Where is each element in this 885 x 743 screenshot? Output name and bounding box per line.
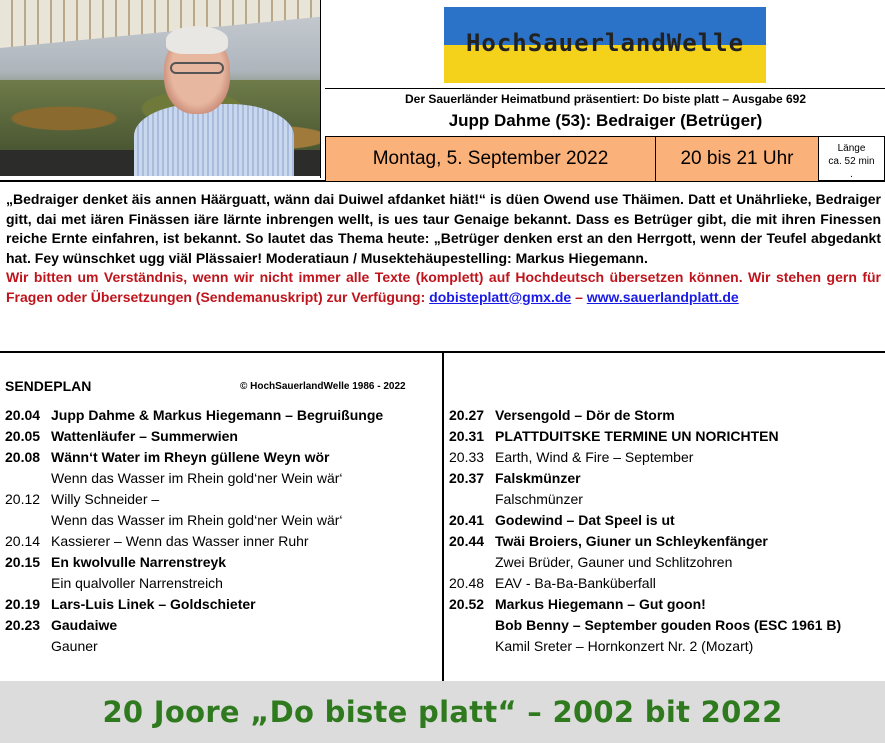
schedule-row <box>449 615 879 636</box>
schedule-row <box>449 426 879 447</box>
schedule-row <box>5 573 435 594</box>
schedule-row <box>5 447 435 468</box>
schedule-title: Bob Benny – September gouden Roos (ESC 1961 B) <box>495 617 842 633</box>
schedule-title: Ein qualvoller Narrenstreich <box>51 575 223 591</box>
schedule-time: 20.52 <box>449 596 485 612</box>
schedule-row <box>5 552 435 573</box>
awning-graphic <box>0 0 320 48</box>
schedule-row <box>5 594 435 615</box>
schedule-title: En kwolvulle Narrenstreyk <box>51 554 227 570</box>
broadcast-time <box>655 136 819 182</box>
schedule-time: 20.08 <box>5 449 41 465</box>
length-box <box>818 136 885 182</box>
schedule-row <box>5 468 435 489</box>
host-photo <box>0 0 320 176</box>
email-link[interactable]: dobisteplatt@gmx.de <box>429 288 572 305</box>
schedule-time: 20.27 <box>449 407 485 423</box>
schedule-row <box>449 510 879 531</box>
schedule-time: 20.33 <box>449 449 485 465</box>
station-logo <box>444 7 766 83</box>
presents-line: Der Sauerländer Heimatbund präsentiert: Do biste platt – Ausgabe 692 <box>405 92 806 106</box>
glasses-graphic <box>170 62 224 74</box>
schedule-title: EAV - Ba-Ba-Banküberfall <box>495 575 656 591</box>
schedule-row <box>449 447 879 468</box>
schedule-row <box>449 405 879 426</box>
length-extra: . <box>850 169 853 180</box>
logo-text: HochSauerlandWelle <box>465 29 745 57</box>
schedule-row <box>5 615 435 636</box>
schedule-row <box>449 489 879 510</box>
date-text: Montag, 5. September 2022 <box>372 148 609 169</box>
schedule-row <box>5 405 435 426</box>
schedule-title: Gaudaiwe <box>51 617 118 633</box>
schedule-title: Jupp Dahme & Markus Hiegemann – Begruißunge <box>51 407 384 423</box>
schedule-title: Wattenläufer – Summerwien <box>51 428 238 444</box>
schedule-row <box>449 468 879 489</box>
schedule-row <box>449 573 879 594</box>
schedule-time: 20.37 <box>449 470 485 486</box>
schedule-row <box>5 510 435 531</box>
schedule-title: Earth, Wind & Fire – September <box>495 449 694 465</box>
schedule-time: 20.05 <box>5 428 41 444</box>
schedule-title: Kamil Sreter – Hornkonzert Nr. 2 (Mozart) <box>495 638 754 654</box>
schedule-row <box>5 489 435 510</box>
hair-graphic <box>166 26 228 54</box>
episode-title: Jupp Dahme (53): Bedraiger (Betrüger) <box>448 111 763 130</box>
schedule-title: Lars-Luis Linek – Goldschieter <box>51 596 256 612</box>
schedule-row <box>5 426 435 447</box>
notice-paragraph <box>6 268 881 307</box>
schedule-row <box>449 552 879 573</box>
schedule-title: Twäi Broiers, Giuner un Schleykenfänger <box>495 533 768 549</box>
schedule-title: Kassierer – Wenn das Wasser inner Ruhr <box>51 533 309 549</box>
schedule-time: 20.19 <box>5 596 41 612</box>
broadcast-date <box>325 136 656 182</box>
footer-text: 20 Joore „Do biste platt“ – 2002 bit 2022 <box>102 695 783 729</box>
schedule-time: 20.48 <box>449 575 485 591</box>
divider-schedule-columns <box>442 351 444 681</box>
copyright-note: © HochSauerlandWelle 1986 - 2022 <box>240 381 406 392</box>
schedule-time: 20.04 <box>5 407 41 423</box>
schedule-time: 20.41 <box>449 512 485 528</box>
schedule-time: 20.44 <box>449 533 485 549</box>
schedule-right-column <box>449 405 879 657</box>
schedule-time: 20.12 <box>5 491 41 507</box>
divider-header-top <box>325 88 885 89</box>
schedule-title: Falschmünzer <box>495 491 583 507</box>
shirt-graphic <box>134 104 294 176</box>
schedule-title: Wenn das Wasser im Rhein gold‘ner Wein wär‘ <box>51 512 343 528</box>
length-label: Länge <box>837 143 866 154</box>
intro-platt-text: „Bedraiger denket äis annen Häärguatt, wänn dai Duiwel afdanket hiät!“ is düen Owend use Thäimen. Datt et Unährlieke, Bedraiger gitt, dai met iären Finässen iäre lärnte inbrengen wellt, is ues taur Genaige bekannt. Dass es Betrüger gibt, die mit ihren Finessen reiche Ernte einfahren, ist bekannt. So lautet das Thema heute: „Betrüger denken erst an den Herrgott, wenn der Teufel abgedankt hat. Fey wünschket ugg viäl Plässaier! Moderatiaun / Musektehäupestelling: Markus Hiegemann. <box>6 191 881 266</box>
intro-text-block <box>6 190 881 307</box>
footer-banner <box>0 681 885 743</box>
schedule-row <box>5 531 435 552</box>
schedule-time: 20.14 <box>5 533 41 549</box>
schedule-left-column <box>5 405 435 657</box>
schedule-title: Markus Hiegemann – Gut goon! <box>495 596 706 612</box>
length-value: ca. 52 min <box>828 156 875 167</box>
schedule-time: 20.15 <box>5 554 41 570</box>
divider-vertical-photo <box>320 0 321 178</box>
schedule-row <box>449 594 879 615</box>
schedule-row <box>5 636 435 657</box>
website-link[interactable]: www.sauerlandplatt.de <box>586 288 739 305</box>
schedule-title: Wänn‘t Water im Rheyn güllene Weyn wör <box>51 449 330 465</box>
schedule-title: Versengold – Dör de Storm <box>495 407 675 423</box>
schedule-time: 20.31 <box>449 428 485 444</box>
schedule-title: Gauner <box>51 638 98 654</box>
link-separator: – <box>575 288 583 305</box>
schedule-time: 20.23 <box>5 617 41 633</box>
schedule-title: Willy Schneider – <box>51 491 160 507</box>
schedule-row <box>449 636 879 657</box>
schedule-title: Wenn das Wasser im Rhein gold‘ner Wein wär‘ <box>51 470 343 486</box>
schedule-title: Falskmünzer <box>495 470 581 486</box>
schedule-heading: SENDEPLAN <box>5 378 92 394</box>
schedule-title: Godewind – Dat Speel is ut <box>495 512 675 528</box>
time-text: 20 bis 21 Uhr <box>680 148 794 169</box>
notice-text: Wir bitten um Verständnis, wenn wir nicht immer alle Texte (komplett) auf Hochdeutsch übersetzen können. Wir stehen gern für Fragen oder Übersetzungen (Sendemanuskript) zur Verfügung: <box>6 269 881 305</box>
schedule-title: Zwei Brüder, Gauner und Schlitzohren <box>495 554 733 570</box>
schedule-row <box>449 531 879 552</box>
schedule-title: PLATTDUITSKE TERMINE UN NORICHTEN <box>495 428 779 444</box>
